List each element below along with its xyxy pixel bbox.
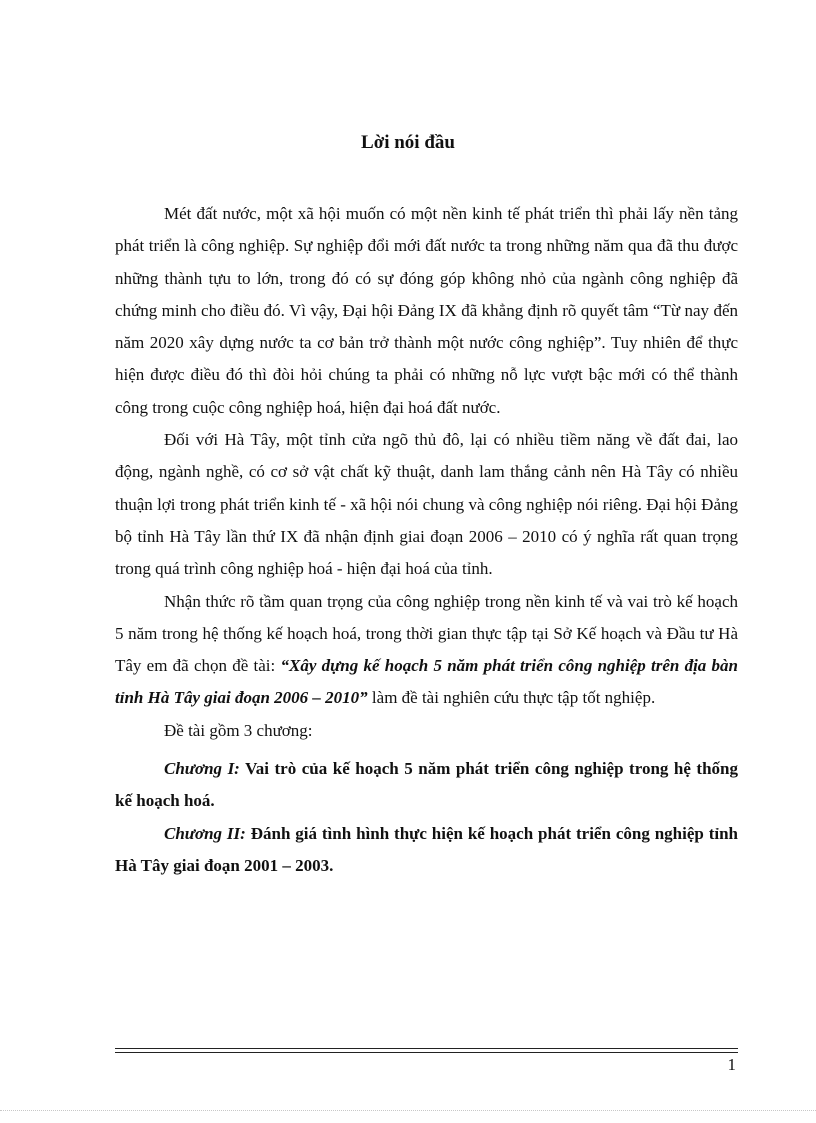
chapter-2 [115, 818, 738, 883]
document-title: Lời nói đầu [361, 132, 455, 153]
paragraph-3-after: làm đề tài nghiên cứu thực tập tốt nghiệp. [367, 688, 656, 708]
paragraph-2: Đối với Hà Tây, một tỉnh cửa ngõ thủ đô, lại có nhiều tiềm năng về đất đai, lao động, ngành nghề, có cơ sở vật chất kỹ thuật, danh lam thắng cảnh nên Hà Tây có nhiều thuận lợi trong phát triển kinh tế - xã hội nói chung và công nghiệp nói riêng. Đại hội Đảng bộ tỉnh Hà Tây lần thứ IX đã nhận định giai đoạn 2006 – 2010 có ý nghĩa rất quan trọng trong quá trình công nghiệp hoá - hiện đại hoá của tỉnh. [115, 430, 738, 579]
chapter-1 [115, 753, 738, 818]
chapter-1-text: Vai trò của kế hoạch 5 năm phát triển công nghiệp trong hệ thống kế hoạch hoá. [115, 759, 739, 811]
paragraph-1: Mét đất nước, một xã hội muốn có một nền kinh tế phát triển thì phải lấy nền tảng phát triển là công nghiệp. Sự nghiệp đổi mới đất nước ta trong những năm qua đã thu được những thành tựu to lớn, trong đó có sự đóng góp không nhỏ của ngành công nghiệp đã chứng minh cho điều đó. Vì vậy, Đại hội Đảng IX đã khẳng định rõ quyết tâm “Từ nay đến năm 2020 xây dựng nước ta cơ bản trở thành một nước công nghiệp”. Tuy nhiên để thực hiện được điều đó thì đòi hỏi chúng ta phải có những nỗ lực vượt bậc mới có thể thành công trong cuộc công nghiệp hoá, hiện đại hoá đất nước. [115, 204, 738, 417]
document-body [115, 198, 738, 882]
chapter-2-text: Đánh giá tình hình thực hiện kế hoạch phát triển công nghiệp tỉnh Hà Tây giai đoạn 2001 – 2003. [115, 823, 739, 875]
thesis-topic: “Xây dựng kế hoạch 5 năm phát triển công nghiệp trên địa bàn tỉnh Hà Tây giai đoạn 2006 – 2010” [115, 656, 738, 708]
page-edge-divider [0, 1110, 816, 1111]
chapter-2-label: Chương II: [164, 823, 246, 843]
chapters-intro: Đề tài gồm 3 chương: [164, 720, 313, 740]
page-number: 1 [727, 1055, 736, 1074]
paragraph-3 [115, 586, 738, 715]
paragraph-3-before: Nhận thức rõ tầm quan trọng của công nghiệp trong nền kinh tế và vai trò kế hoạch 5 năm trong hệ thống kế hoạch hoá, trong thời gian thực tập tại Sở Kế hoạch và Đầu tư Hà Tây em đã chọn đề tài: [115, 591, 738, 676]
footer-divider [115, 1048, 738, 1053]
chapter-1-label: Chương I: [164, 759, 240, 779]
